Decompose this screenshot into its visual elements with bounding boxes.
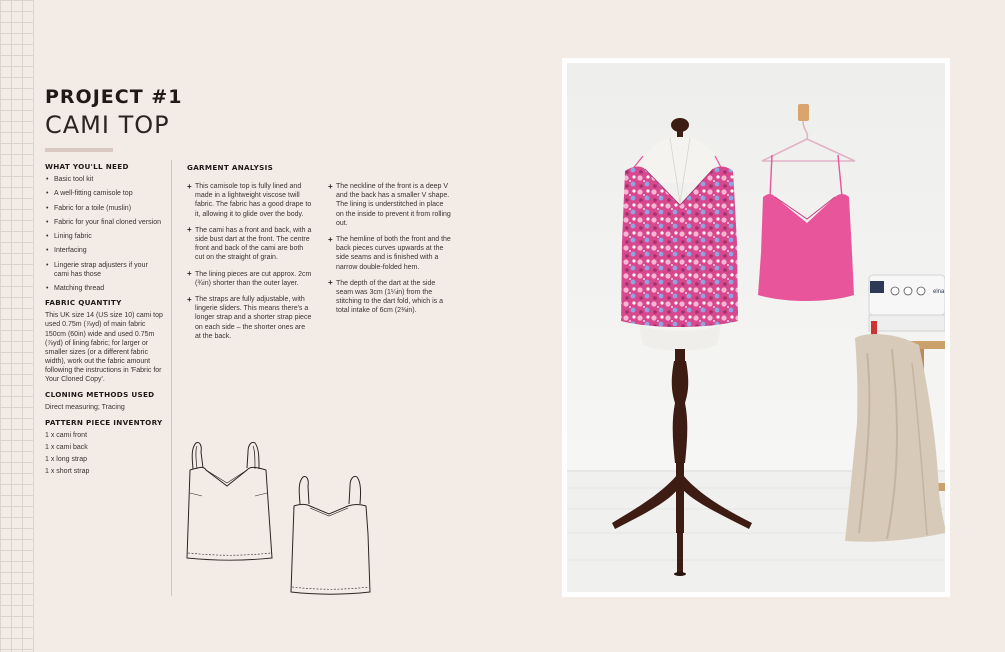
needs-item: • Lining fabric — [45, 232, 163, 241]
plus-icon: + — [187, 294, 192, 304]
product-photo — [562, 58, 950, 597]
needs-heading: WHAT YOU'LL NEED — [45, 162, 129, 171]
sewing-machine — [869, 275, 945, 335]
cami-front-sketch — [182, 440, 277, 565]
analysis-point: + The hemline of both the front and the back pieces curves upwards at the side seams and is finished with a narrow double-folded hem. — [328, 234, 451, 271]
cloning-methods-text: Direct measuring; Tracing — [45, 404, 125, 412]
analysis-point: + This camisole top is fully lined and made in a lightweight viscose twill fabric. The fabric has a good drape to it, allowing it to glide over the body. — [187, 181, 312, 218]
inventory-item: 1 x short strap — [45, 468, 90, 476]
garment-analysis-column-1 — [187, 182, 312, 348]
needs-item: • Fabric for your final cloned version — [45, 218, 163, 227]
wall-hook — [798, 104, 809, 121]
inventory-heading: PATTERN PIECE INVENTORY — [45, 418, 163, 428]
grid-margin-decoration — [0, 0, 34, 652]
plus-icon: + — [187, 225, 192, 235]
analysis-point: + The straps are fully adjustable, with lingerie sliders. This means there's a longer strap and a shorter strap piece on each side – the shorter ones are at the back. — [187, 294, 312, 340]
needs-item: • Matching thread — [45, 284, 163, 293]
inventory-item: 1 x cami front — [45, 432, 88, 440]
plus-icon: + — [187, 269, 192, 279]
cami-back-sketch — [288, 474, 372, 598]
needs-item: • Fabric for a toile (muslin) — [45, 204, 163, 213]
fabric-quantity-text: This UK size 14 (US size 10) cami top used 0.75m (⅞yd) of main fabric 150cm (60in) wide and used 0.75m (⅞yd) of lining fabric; for larger or smaller sizes (or a different fabric width), work out the fabric amount following the instructions in 'Fabric for Your Cloned Copy'. — [45, 312, 163, 384]
project-name-title: CAMI TOP — [45, 111, 170, 139]
project-number-title: PROJECT #1 — [45, 86, 183, 108]
inventory-list — [45, 431, 163, 476]
column-divider — [171, 160, 172, 596]
garment-analysis-heading: GARMENT ANALYSIS — [187, 163, 274, 172]
plus-icon: + — [187, 181, 192, 191]
cloning-heading: CLONING METHODS USED — [45, 390, 155, 400]
fabric-heading: FABRIC QUANTITY — [45, 298, 122, 308]
analysis-point: + The neckline of the front is a deep V and the back has a smaller V shape. The lining is understitched in place on the inside to prevent it from rolling out. — [328, 181, 451, 227]
analysis-point: + The depth of the dart at the side seam was 3cm (1¼in) from the stitching to the dart fold, which is a total intake of 6cm (2⅜in). — [328, 278, 443, 315]
needs-item: • A well-fitting camisole top — [45, 189, 163, 198]
plus-icon: + — [328, 278, 333, 288]
needs-item: • Basic tool kit — [45, 175, 163, 184]
inventory-item: 1 x cami back — [45, 444, 88, 452]
needs-list — [45, 175, 163, 293]
garment-analysis-column-2 — [328, 182, 453, 323]
title-underline — [45, 148, 113, 152]
plus-icon: + — [328, 181, 333, 191]
inventory-item: 1 x long strap — [45, 456, 88, 464]
analysis-point: + The lining pieces are cut approx. 2cm (¾in) shorter than the outer layer. — [187, 269, 312, 287]
analysis-point: + The cami has a front and back, with a side bust dart at the front. The centre front and back of the cami are both cut on the straight of grain. — [187, 225, 312, 262]
plus-icon: + — [328, 234, 333, 244]
needs-item: • Interfacing — [45, 246, 163, 255]
needs-item: • Lingerie strap adjusters if your cami has those — [45, 261, 163, 279]
requirements-column — [45, 162, 163, 479]
machine-brand-text: elna — [933, 289, 945, 295]
